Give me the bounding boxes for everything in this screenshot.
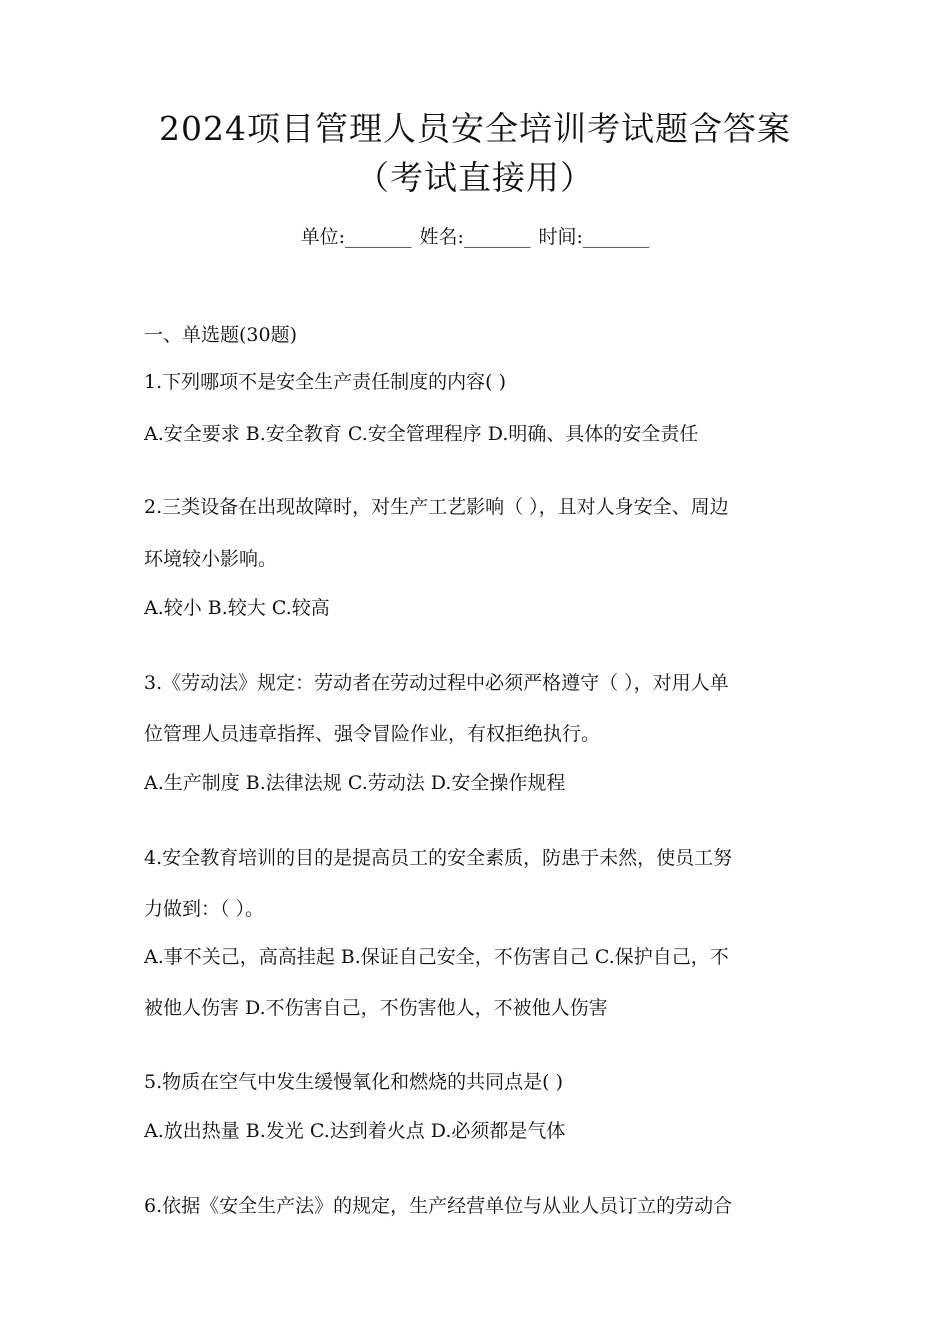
question-1-options: A.安全要求 B.安全教育 C.安全管理程序 D.明确、具体的安全责任 [144, 423, 699, 445]
question-3-stem-line-1: 3.《劳动法》规定：劳动者在劳动过程中必须严格遵守（ ），对用人单 [144, 672, 729, 694]
question-2-stem-line-2: 环境较小影响。 [144, 548, 278, 570]
exam-info-fields [0, 224, 950, 250]
question-4-stem-line-1: 4.安全教育培训的目的是提高员工的安全素质，防患于未然，使员工努 [144, 847, 733, 869]
question-4-options-line-1: A.事不关己，高高挂起 B.保证自己安全，不伤害自己 C.保护自己，不 [144, 946, 729, 968]
document-title-line-1: 2024项目管理人员安全培训考试题含答案 [159, 109, 791, 148]
question-4-options-line-2: 被他人伤害 D.不伤害自己，不伤害他人，不被他人伤害 [144, 997, 608, 1019]
question-1-stem: 1.下列哪项不是安全生产责任制度的内容( ) [144, 371, 506, 393]
question-2-stem-line-1: 2.三类设备在出现故障时，对生产工艺影响（ ），且对人身安全、周边 [144, 496, 729, 518]
question-3-options: A.生产制度 B.法律法规 C.劳动法 D.安全操作规程 [144, 772, 566, 794]
question-6-stem: 6.依据《安全生产法》的规定，生产经营单位与从业人员订立的劳动合 [144, 1195, 733, 1217]
question-5-options: A.放出热量 B.发光 C.达到着火点 D.必须都是气体 [144, 1120, 566, 1142]
unit-field: 单位:_______ [300, 226, 412, 248]
question-3-stem-line-2: 位管理人员违章指挥、强令冒险作业，有权拒绝执行。 [144, 723, 601, 745]
question-5-stem: 5.物质在空气中发生缓慢氧化和燃烧的共同点是( ) [144, 1071, 563, 1093]
time-field: 时间:_______ [538, 226, 650, 248]
document-title-line-2: （考试直接用） [356, 158, 594, 197]
name-field: 姓名:_______ [419, 226, 531, 248]
question-2-options: A.较小 B.较大 C.较高 [144, 597, 330, 619]
question-4-stem-line-2: 力做到：（ ）。 [144, 898, 265, 920]
section-heading: 一、单选题(30题) [144, 324, 298, 346]
